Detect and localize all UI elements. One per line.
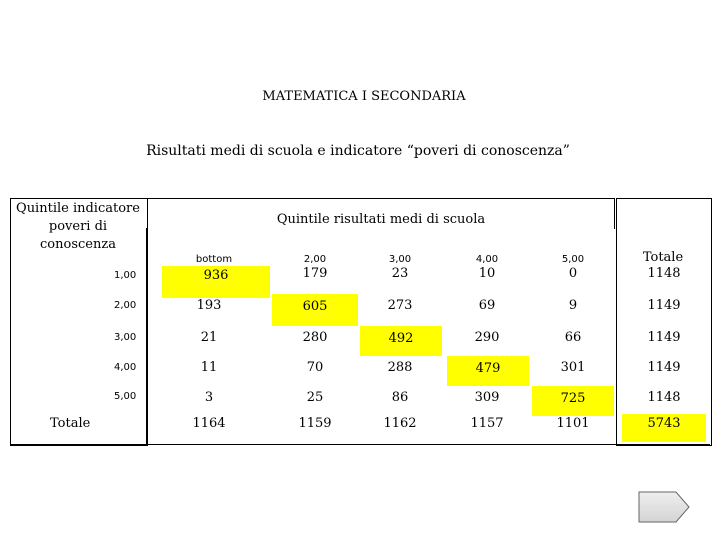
table-cell: 23 — [391, 266, 409, 281]
table-cell: 290 — [474, 330, 500, 345]
table-cell: 605 — [272, 294, 358, 326]
table-cell: 0 — [568, 266, 578, 281]
col-header: 3,00 — [388, 254, 412, 265]
total-cell: 1157 — [470, 416, 504, 431]
total-cell: 1101 — [556, 416, 590, 431]
table-cell: 1148 — [647, 390, 681, 405]
row-divider — [146, 228, 147, 444]
total-column-header: Totale — [642, 250, 684, 265]
total-row-header: Totale — [50, 416, 91, 431]
table-cell: 479 — [447, 356, 529, 386]
row-header: 2,00 — [114, 300, 137, 311]
total-cell: 1159 — [298, 416, 332, 431]
col-header: 4,00 — [475, 254, 499, 265]
table-cell: 1149 — [647, 298, 681, 313]
table-cell: 21 — [200, 330, 218, 345]
table-cell: 69 — [478, 298, 496, 313]
corner-header: Quintile indicatore poveri di conoscenza — [16, 201, 140, 252]
table-cell: 725 — [532, 386, 614, 416]
table-cell: 70 — [306, 360, 324, 375]
total-column-frame — [616, 198, 712, 446]
table-cell: 301 — [560, 360, 586, 375]
grand-total-cell: 5743 — [622, 414, 706, 442]
next-arrow-icon[interactable] — [638, 491, 690, 523]
col-header: bottom — [195, 254, 233, 265]
table-cell: 1149 — [647, 330, 681, 345]
table-cell: 179 — [302, 266, 328, 281]
table-cell: 193 — [196, 298, 222, 313]
page-title: MATEMATICA I SECONDARIA — [262, 89, 466, 104]
table-cell: 10 — [478, 266, 496, 281]
table-cell: 66 — [564, 330, 582, 345]
table-cell: 11 — [200, 360, 218, 375]
col-header: 5,00 — [561, 254, 585, 265]
row-header: 5,00 — [114, 391, 137, 402]
row-header: 4,00 — [114, 362, 137, 373]
row-header: 3,00 — [114, 332, 137, 343]
table-cell: 1149 — [647, 360, 681, 375]
table-bottom-border — [10, 444, 710, 445]
table-cell: 492 — [360, 326, 442, 356]
table-cell: 273 — [387, 298, 413, 313]
table-cell: 3 — [204, 390, 214, 405]
total-cell: 1164 — [192, 416, 226, 431]
crosstab-table — [10, 198, 710, 446]
column-group-header: Quintile risultati medi di scuola — [276, 212, 486, 227]
page-subtitle: Risultati medi di scuola e indicatore “poveri di conoscenza” — [146, 143, 570, 159]
row-header: 1,00 — [114, 270, 137, 281]
table-cell: 25 — [306, 390, 324, 405]
table-cell: 86 — [391, 390, 409, 405]
table-cell: 1148 — [647, 266, 681, 281]
col-header: 2,00 — [303, 254, 327, 265]
table-cell: 936 — [162, 266, 270, 298]
table-cell: 288 — [387, 360, 413, 375]
table-cell: 280 — [302, 330, 328, 345]
table-cell: 9 — [568, 298, 578, 313]
table-cell: 309 — [474, 390, 500, 405]
total-cell: 1162 — [383, 416, 417, 431]
